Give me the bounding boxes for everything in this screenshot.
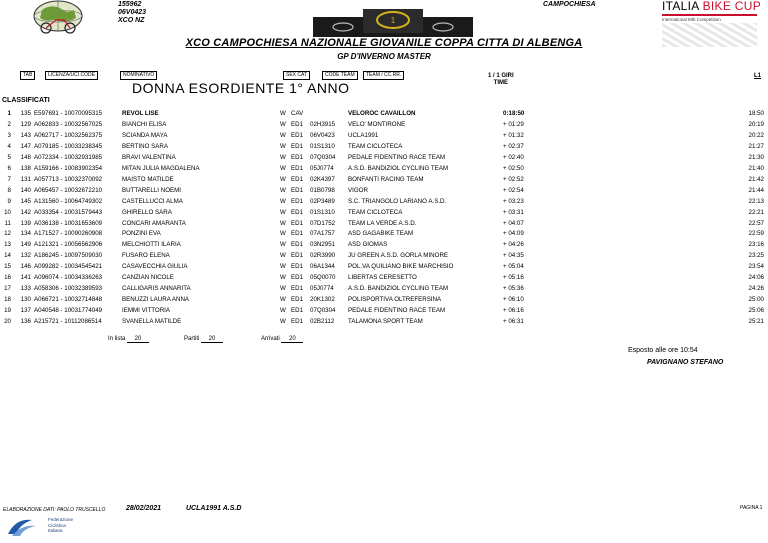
result-position: 2 [7, 120, 11, 128]
result-name: CONCARI AMARANTA [122, 219, 186, 227]
result-lap-time: 25:21 [748, 318, 764, 326]
result-category: ED1 [291, 241, 304, 249]
result-category: ED1 [291, 164, 304, 172]
result-license: A036138 - 10031653609 [34, 219, 103, 227]
result-license: E597691 - 10070095315 [34, 110, 103, 117]
result-team-code: 07A1757 [310, 230, 335, 238]
result-team-code: 01S1310 [310, 142, 335, 150]
result-name: MELCHIOTTI ILARIA [122, 241, 181, 249]
result-lap-time: 21:44 [748, 186, 764, 194]
result-position: 6 [7, 164, 11, 172]
result-position: 16 [4, 274, 11, 282]
table-row [0, 239, 768, 250]
result-category: CAV [291, 110, 304, 117]
result-time: + 02:37 [503, 142, 524, 150]
result-team: VIGOR [348, 186, 368, 194]
result-license: A062717 - 10032562375 [34, 131, 103, 139]
result-sex: W [280, 164, 286, 172]
result-category: ED1 [291, 142, 304, 150]
result-name: MITAN JULIA MAGDALENA [122, 164, 200, 172]
result-time: + 03:23 [503, 197, 524, 205]
result-position: 12 [4, 230, 11, 238]
table-row [0, 316, 768, 327]
result-team: TEAM CICLOTECA [348, 142, 403, 150]
stat-label: Partiti [184, 336, 200, 342]
result-sex: W [280, 307, 286, 315]
result-name: SVANELLA MATILDE [122, 318, 182, 326]
result-time: + 05:16 [503, 274, 524, 282]
category-title: DONNA ESORDIENTE 1° ANNO [132, 80, 350, 96]
result-team-code: 20K1302 [310, 296, 335, 304]
stat-label: In lista [108, 336, 126, 342]
fci-line: Italiana [48, 528, 63, 533]
result-name: BUTTARELLI NOEMI [122, 186, 182, 194]
location-label: CAMPOCHIESA [543, 1, 596, 8]
svg-text:1: 1 [390, 16, 396, 25]
result-team: POLISPORTIVA OLTREFERSINA [348, 296, 442, 304]
result-category: ED1 [291, 230, 304, 238]
result-license: A057713 - 10032370092 [34, 175, 103, 183]
result-bib: 135 [20, 110, 31, 117]
result-team-code: 01B0798 [310, 186, 335, 194]
result-time: + 06:31 [503, 318, 524, 326]
fci-line: Ciclistica [48, 522, 66, 528]
result-team: TEAM LA VERDE A.S.D. [348, 219, 417, 227]
result-bib: 149 [20, 241, 31, 249]
result-team-code: 02R3990 [310, 252, 336, 260]
event-title: XCO CAMPOCHIESA NAZIONALE GIOVANILE COPPA CITTA DI ALBENGA [185, 37, 583, 49]
result-sex: W [280, 230, 286, 238]
event-meta-line: 06V0423 [118, 9, 147, 16]
result-time: + 02:50 [503, 164, 524, 172]
result-time: + 05:36 [503, 285, 524, 293]
result-time: + 01:29 [503, 120, 524, 128]
footer-organizer: UCLA1991 A.S.D [186, 505, 242, 512]
result-time: + 02:54 [503, 186, 524, 194]
result-bib: 132 [20, 252, 31, 260]
result-lap-time: 23:25 [748, 252, 764, 260]
table-row [0, 108, 768, 119]
result-sex: W [280, 175, 286, 183]
table-row [0, 185, 768, 196]
result-time: + 04:07 [503, 219, 524, 227]
col-license: LICENZA/UCI CODE [45, 71, 98, 80]
table-row [0, 283, 768, 294]
result-lap-time: 22:21 [748, 208, 764, 216]
result-category: ED1 [291, 186, 304, 194]
section-title: CLASSIFICATI [2, 97, 50, 104]
result-bib: 139 [20, 219, 31, 227]
stat-label: Arrivati [261, 336, 280, 342]
podium-banner-image [313, 7, 473, 37]
result-license: A159166 - 10083902354 [34, 164, 103, 172]
result-team: LIBERTAS CERESETTO [348, 274, 417, 282]
table-row [0, 141, 768, 152]
result-team-code: 02K4397 [310, 175, 335, 183]
table-row [0, 305, 768, 316]
result-license: A131560 - 10064749302 [34, 197, 103, 205]
result-bib: 131 [20, 175, 31, 183]
result-time: + 03:31 [503, 208, 524, 216]
result-category: ED1 [291, 274, 304, 282]
result-team-code: 07Q0304 [310, 153, 336, 161]
table-row [0, 163, 768, 174]
brand-main: ITALIA [662, 0, 699, 13]
result-name: GHIRELLO SARA [122, 208, 172, 216]
result-team: PEDALE FIDENTINO RACE TEAM [348, 153, 446, 161]
result-name: BRAVI VALENTINA [122, 153, 176, 161]
result-lap-time: 25:06 [748, 307, 764, 315]
result-sex: W [280, 120, 286, 128]
result-name: CASAVECCHIA GIULIA [122, 263, 188, 271]
result-time: 0:18:50 [503, 110, 525, 117]
result-team: UCLA1991 [348, 131, 379, 139]
result-position: 8 [7, 186, 11, 194]
result-position: 17 [4, 285, 11, 293]
result-bib: 140 [20, 186, 31, 194]
cycling-globe-logo [30, 0, 86, 36]
result-position: 9 [7, 197, 11, 205]
result-license: A099282 - 10034545421 [34, 263, 103, 271]
result-name: PONZINI EVA [122, 230, 161, 238]
table-row [0, 152, 768, 163]
fci-label [48, 517, 73, 534]
result-time: + 06:16 [503, 307, 524, 315]
result-sex: W [280, 153, 286, 161]
result-position: 11 [4, 219, 11, 227]
result-name: IEMMI VITTORIA [122, 307, 171, 315]
fci-logo [6, 516, 46, 538]
result-team-code: 06A1344 [310, 263, 335, 271]
result-bib: 138 [20, 164, 31, 172]
result-bib: 134 [20, 230, 31, 238]
result-license: A062833 - 10032567025 [34, 120, 103, 128]
table-row [0, 196, 768, 207]
result-team: VELOROC CAVAILLON [348, 110, 416, 117]
result-license: A058306 - 10032389593 [34, 285, 103, 293]
col-team-cc: TEAM / CC.RR. [363, 71, 404, 80]
result-team-code: 02H3915 [310, 120, 336, 128]
result-bib: 141 [20, 274, 31, 282]
result-category: ED1 [291, 285, 304, 293]
result-lap-time: 25:00 [748, 296, 764, 304]
stat-value: 20 [127, 336, 149, 343]
page-number: PAGINA 1 [740, 505, 763, 511]
result-lap-time: 20:22 [748, 131, 764, 139]
result-category: ED1 [291, 120, 304, 128]
result-sex: W [280, 142, 286, 150]
table-row [0, 261, 768, 272]
result-license: A033354 - 10031579443 [34, 208, 103, 216]
table-row [0, 119, 768, 130]
result-time: + 04:26 [503, 241, 524, 249]
result-name: CALLIGARIS ANNARITA [122, 285, 191, 293]
result-name: REVOL LISE [122, 110, 159, 117]
result-license: A065457 - 10032672210 [34, 186, 103, 194]
result-position: 7 [7, 175, 11, 183]
result-sex: W [280, 252, 286, 260]
brand-accent: BIKE CUP [702, 0, 761, 13]
result-time: + 02:40 [503, 153, 524, 161]
result-name: CANZIAN NICOLE [122, 274, 174, 282]
laps-header [488, 73, 514, 87]
result-lap-time: 21:40 [748, 164, 764, 172]
result-sex: W [280, 274, 286, 282]
table-row [0, 294, 768, 305]
result-team-code: 02B2112 [310, 318, 335, 326]
result-team-code: 01S1310 [310, 208, 335, 216]
brand-underline [662, 14, 757, 16]
result-position: 20 [4, 318, 11, 326]
result-sex: W [280, 285, 286, 293]
result-lap-time: 21:27 [748, 142, 764, 150]
result-lap-time: 21:42 [748, 175, 764, 183]
result-sex: W [280, 318, 286, 326]
event-meta [118, 1, 146, 25]
result-bib: 133 [20, 285, 31, 293]
result-name: BENUZZI LAURA ANNA [122, 296, 190, 304]
result-team-code: 05Q0070 [310, 274, 336, 282]
result-category: ED1 [291, 252, 304, 260]
time-label: TIME [493, 80, 509, 86]
result-category: ED1 [291, 318, 304, 326]
result-position: 13 [4, 241, 11, 249]
result-bib: 137 [20, 307, 31, 315]
result-team-code: 05J0774 [310, 164, 334, 172]
table-row [0, 130, 768, 141]
result-team: POL.VA QUILIANO BIKE MARCHISIO [348, 263, 454, 271]
event-subtitle: GP D'INVERNO MASTER [337, 52, 431, 61]
result-team: TALAMONA SPORT TEAM [348, 318, 423, 326]
footer-elaboration: ELABORAZIONE DATI: PAOLO TRUSCELLO [3, 507, 106, 513]
lap-column-label: L1 [754, 73, 762, 79]
result-lap-time: 21:30 [748, 153, 764, 161]
result-team: TEAM CICLOTECA [348, 208, 403, 216]
result-sex: W [280, 263, 286, 271]
result-name: MAISTO MATILDE [122, 175, 174, 183]
result-team-code: 03N2951 [310, 241, 336, 249]
brand-tagline: International Mtb Competition [662, 17, 721, 22]
result-time: + 01:32 [503, 131, 524, 139]
result-lap-time: 20:19 [748, 120, 764, 128]
result-lap-time: 24:26 [748, 285, 764, 293]
result-team-code: 07D1752 [310, 219, 336, 227]
result-team: BONFANTI RACING TEAM [348, 175, 424, 183]
result-lap-time: 23:16 [748, 241, 764, 249]
result-bib: 146 [20, 263, 31, 271]
result-time: + 04:35 [503, 252, 524, 260]
result-category: ED1 [291, 296, 304, 304]
result-team: ASD GAGABIKE TEAM [348, 230, 414, 238]
result-category: ED1 [291, 153, 304, 161]
result-position: 19 [4, 307, 11, 315]
result-position: 3 [7, 131, 11, 139]
result-team-code: 07Q0304 [310, 307, 336, 315]
result-bib: 145 [20, 197, 31, 205]
result-lap-time: 24:06 [748, 274, 764, 282]
result-license: A096074 - 10034336263 [34, 274, 103, 282]
stat-in-lista [108, 336, 149, 343]
result-license: A215721 - 10112086514 [34, 318, 102, 326]
result-position: 5 [7, 153, 11, 161]
result-sex: W [280, 197, 286, 205]
result-sex: W [280, 208, 286, 216]
result-time: + 04:09 [503, 230, 524, 238]
result-bib: 142 [20, 208, 31, 216]
event-meta-line: XCO NZ [118, 17, 145, 24]
result-lap-time: 22:13 [748, 197, 764, 205]
result-category: ED1 [291, 175, 304, 183]
laps-label: 1 / 1 GIRI [488, 73, 514, 79]
result-bib: 130 [20, 296, 31, 304]
result-name: SCIANDA MAYA [122, 131, 168, 139]
result-category: ED1 [291, 197, 304, 205]
result-name: CASTELLUCCI ALMA [122, 197, 183, 205]
col-sex-cat: SEX CAT [283, 71, 310, 80]
result-team: VELO' MONTIRONE [348, 120, 406, 128]
judge-name: PAVIGNANO STEFANO [647, 359, 724, 366]
table-row [0, 174, 768, 185]
result-position: 1 [7, 110, 11, 117]
result-bib: 147 [20, 142, 31, 150]
result-team-code: 02P3489 [310, 197, 335, 205]
table-row [0, 228, 768, 239]
exposed-time: Esposto alle ore 10:54 [628, 347, 698, 354]
result-bib: 148 [20, 153, 31, 161]
stat-value: 20 [281, 336, 303, 343]
result-team-code: 05J0774 [310, 285, 334, 293]
result-sex: W [280, 219, 286, 227]
event-meta-line: 155962 [118, 1, 142, 8]
stat-arrivati [261, 336, 303, 343]
result-category: ED1 [291, 307, 304, 315]
result-bib: 136 [20, 318, 31, 326]
footer-date: 28/02/2021 [126, 505, 162, 512]
result-position: 10 [4, 208, 11, 216]
result-sex: W [280, 241, 286, 249]
table-row [0, 207, 768, 218]
stat-partiti [184, 336, 223, 343]
stat-value: 20 [201, 336, 223, 343]
table-row [0, 250, 768, 261]
result-category: ED1 [291, 208, 304, 216]
result-position: 4 [7, 142, 11, 150]
result-license: A072334 - 10032931985 [34, 153, 103, 161]
table-row [0, 218, 768, 229]
col-code-team: CODE TEAM [322, 71, 358, 80]
result-bib: 143 [20, 131, 31, 139]
result-sex: W [280, 110, 286, 117]
result-team: ASD GIOMAS [348, 241, 388, 249]
result-time: + 05:04 [503, 263, 524, 271]
result-sex: W [280, 296, 286, 304]
result-lap-time: 18:50 [748, 110, 764, 117]
result-name: FUSARO ELENA [122, 252, 170, 260]
result-license: A186245 - 10097509030 [34, 252, 103, 260]
result-category: ED1 [291, 219, 304, 227]
result-license: A040548 - 10031774049 [34, 307, 103, 315]
result-position: 18 [4, 296, 11, 304]
fci-line: Federazione [48, 517, 74, 522]
result-time: + 06:10 [503, 296, 524, 304]
result-team-code: 06V0423 [310, 131, 335, 139]
result-sex: W [280, 186, 286, 194]
result-category: ED1 [291, 131, 304, 139]
result-lap-time: 23:54 [748, 263, 764, 271]
col-tab: TAB [20, 71, 35, 80]
col-name: NOMINATIVO [120, 71, 157, 80]
result-lap-time: 22:59 [748, 230, 764, 238]
result-position: 15 [4, 263, 11, 271]
result-category: ED1 [291, 263, 304, 271]
result-lap-time: 22:57 [748, 219, 764, 227]
result-bib: 129 [20, 120, 31, 128]
result-sex: W [280, 131, 286, 139]
result-position: 14 [4, 252, 11, 260]
result-team: JU GREEN A.S.D. GORLA MINORE [348, 252, 449, 260]
result-team: A.S.D. BANDIZIOL CYCLING TEAM [348, 164, 449, 172]
result-time: + 02:52 [503, 175, 524, 183]
result-name: BIANCHI ELISA [122, 120, 167, 128]
result-license: A066721 - 10032714848 [34, 296, 103, 304]
result-team: S.C. TRIANGOLO LARIANO A.S.D. [348, 197, 447, 205]
result-name: BERTINO SARA [122, 142, 168, 150]
result-team: PEDALE FIDENTINO RACE TEAM [348, 307, 446, 315]
result-license: A171527 - 10090260908 [34, 230, 103, 238]
result-license: A079185 - 10033238345 [34, 142, 103, 150]
result-license: A121321 - 10056562906 [34, 241, 103, 249]
result-team: A.S.D. BANDIZIOL CYCLING TEAM [348, 285, 449, 293]
table-row [0, 272, 768, 283]
